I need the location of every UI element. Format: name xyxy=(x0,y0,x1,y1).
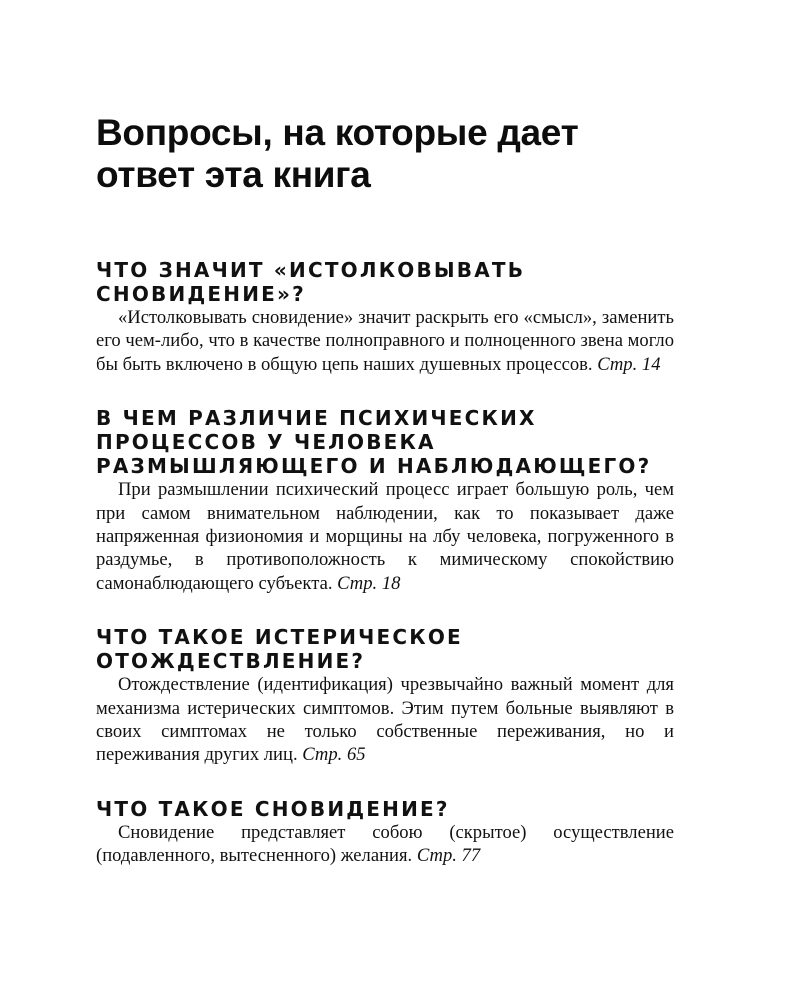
answer-paragraph xyxy=(96,673,674,767)
qa-item xyxy=(96,625,674,767)
question-heading: В ЧЕМ РАЗЛИЧИЕ ПСИХИЧЕСКИХ ПРОЦЕССОВ У ЧЕЛОВЕКА РАЗМЫШЛЯЮЩЕГО И НАБЛЮДАЮЩЕГО? xyxy=(96,406,652,479)
answer-paragraph xyxy=(96,306,674,376)
question-heading: ЧТО ЗНАЧИТ «ИСТОЛКОВЫВАТЬ СНОВИДЕНИЕ»? xyxy=(96,258,526,306)
qa-item xyxy=(96,797,674,868)
answer-text: «Истолковывать сновидение» значит раскрыть его «смысл», заменить его чем-либо, что в качестве полноправного и полноценного звена могло бы быть включено в общую цепь наших душевных процессов. xyxy=(96,307,674,375)
page-reference: Стр. 18 xyxy=(337,572,401,594)
page-title: Вопросы, на которые дает ответ эта книга xyxy=(96,112,579,195)
qa-item xyxy=(96,406,674,595)
answer-text: Сновидение представляет собою (скрытое) осуществление (подавленного, вытесненного) желания. xyxy=(96,821,674,867)
page-reference: Стр. 14 xyxy=(597,353,661,375)
question-heading: ЧТО ТАКОЕ ИСТЕРИЧЕСКОЕ ОТОЖДЕСТВЛЕНИЕ? xyxy=(96,625,463,674)
answer-paragraph xyxy=(96,478,674,595)
answer-text: Отождествление (идентификация) чрезвычайно важный момент для механизма истерических симптомов. Этим путем больные выявляют в своих симптомах не только собственные переживания, но и переживания других лиц. xyxy=(96,674,674,766)
page-reference: Стр. 65 xyxy=(302,744,366,766)
book-page xyxy=(96,112,674,898)
page-reference: Стр. 77 xyxy=(416,845,481,867)
answer-text: При размышлении психический процесс играет большую роль, чем при самом внимательном наблюдении, как то показывает даже напряженная физиономия и морщины на лбу человека, погруженного в раздумье, в противоположность к мимическому спокойствию самонаблюдающего субъекта. xyxy=(96,479,674,594)
question-heading: ЧТО ТАКОЕ СНОВИДЕНИЕ? xyxy=(96,796,450,821)
qa-item xyxy=(96,258,674,376)
answer-paragraph xyxy=(96,821,674,868)
